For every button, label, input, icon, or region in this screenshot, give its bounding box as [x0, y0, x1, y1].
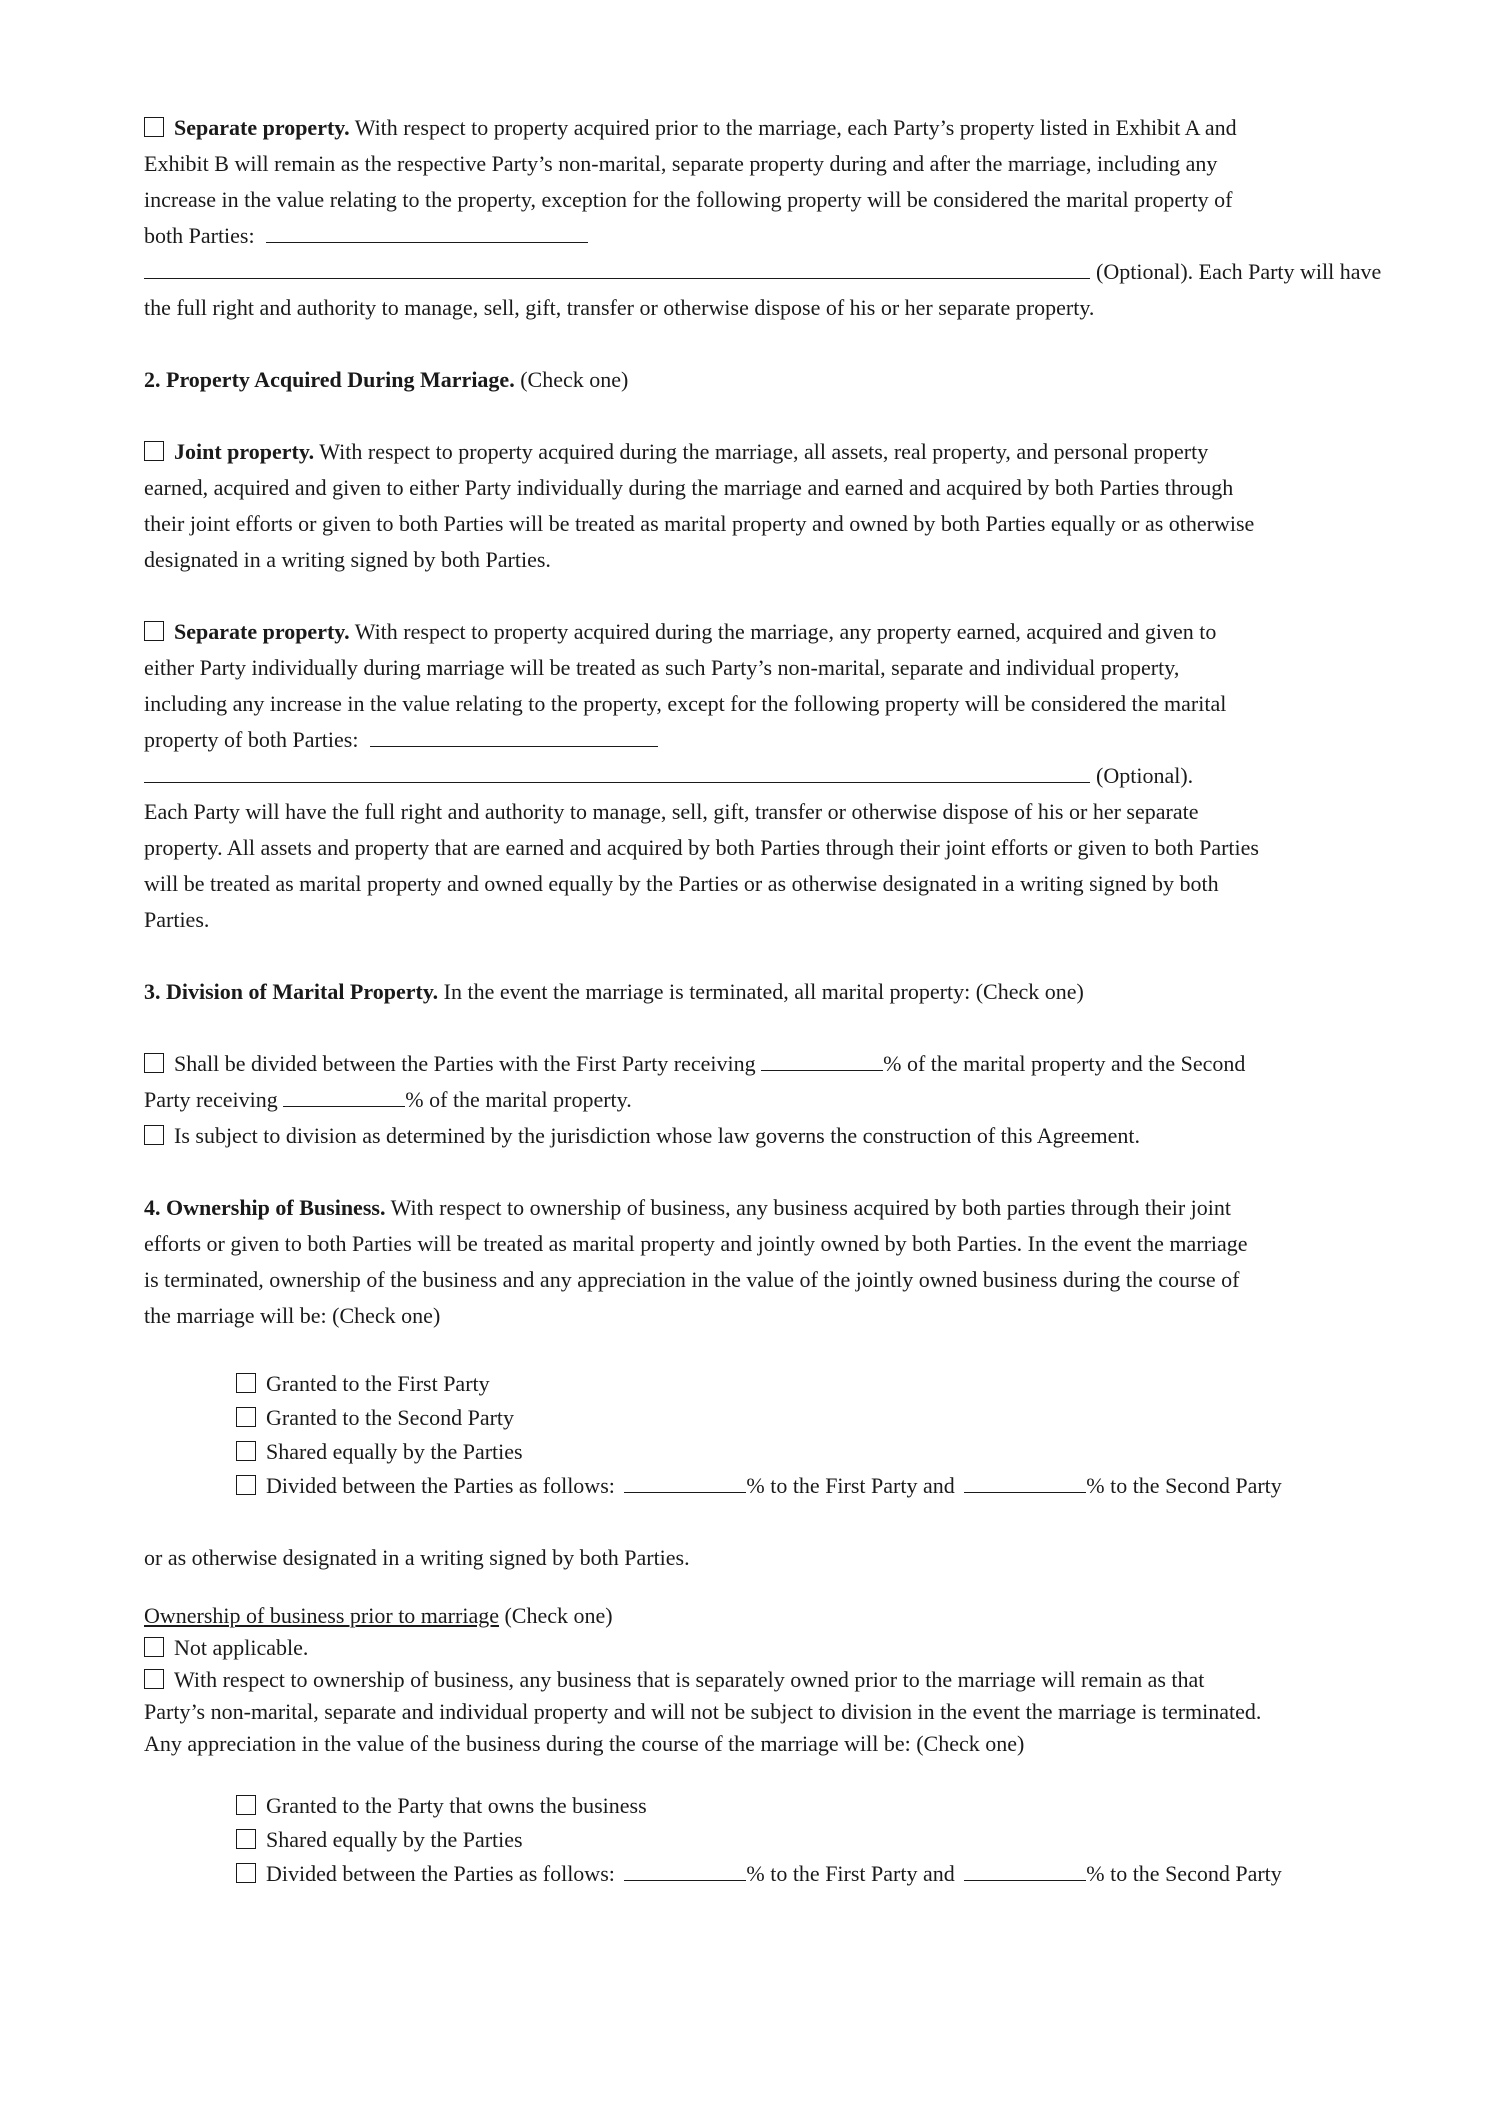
s2-separate-line-4: property of both Parties: — [144, 728, 1424, 752]
s2-joint-heading: Joint property. — [174, 439, 315, 464]
s3-option-1-checkbox[interactable] — [144, 1053, 164, 1073]
s4-after-text: or as otherwise designated in a writing signed by both Parties. — [144, 1545, 690, 1570]
s4-option-2: Granted to the Second Party — [236, 1406, 1488, 1430]
s3-heading: 3. Division of Marital Property. — [144, 979, 439, 1004]
s4-prior-option-3-checkbox[interactable] — [236, 1863, 256, 1883]
s4-prior-line-2: Party’s non-marital, separate and individual property and will not be subject to division in the event the marriage is terminated. — [144, 1699, 1262, 1724]
s4-line-3: is terminated, ownership of the business and any appreciation in the value of the jointly owned business during the course of — [144, 1267, 1240, 1292]
s2-exception-blank-1[interactable] — [370, 728, 658, 747]
s4-option-4: Divided between the Parties as follows: % to the First Party and % to the Second Party — [236, 1474, 1488, 1498]
s4-option-3: Shared equally by the Parties — [236, 1440, 1488, 1464]
s3-first-party-percent-blank[interactable] — [761, 1052, 883, 1071]
s4-prior-heading-line: Ownership of business prior to marriage (Check one) — [144, 1603, 613, 1628]
s2-separate-line-1: Separate property. With respect to property acquired during the marriage, any property earned, acquired and given to — [144, 620, 1424, 644]
s4-prior-second-party-percent-blank[interactable] — [964, 1862, 1086, 1881]
s4-option-1-checkbox[interactable] — [236, 1373, 256, 1393]
s1-separate-line-3: increase in the value relating to the property, exception for the following property will be considered the marital property of — [144, 187, 1233, 212]
s1-separate-line-4: both Parties: — [144, 224, 1424, 248]
s1-separate-checkbox[interactable] — [144, 117, 164, 137]
s2-joint-checkbox[interactable] — [144, 441, 164, 461]
s1-exception-blank-2[interactable] — [144, 260, 1090, 279]
s2-heading: 2. Property Acquired During Marriage. — [144, 367, 515, 392]
s4-prior-line-1: With respect to ownership of business, any business that is separately owned prior to the marriage will remain as that — [144, 1668, 1424, 1692]
s4-first-party-percent-blank[interactable] — [624, 1474, 746, 1493]
s4-prior-option-1: Granted to the Party that owns the business — [236, 1794, 1488, 1818]
s2-joint-line-4: designated in a writing signed by both Parties. — [144, 547, 551, 572]
s2-separate-line-6: Each Party will have the full right and authority to manage, sell, gift, transfer or otherwise dispose of his or her separate — [144, 799, 1199, 824]
s4-prior-option-2-checkbox[interactable] — [236, 1829, 256, 1849]
s4-prior-first-party-percent-blank[interactable] — [624, 1862, 746, 1881]
s1-separate-line-2: Exhibit B will remain as the respective Party’s non-marital, separate property during and after the marriage, including any — [144, 151, 1218, 176]
s4-option-3-checkbox[interactable] — [236, 1441, 256, 1461]
s2-separate-line-7: property. All assets and property that are earned and acquired by both Parties through their joint efforts or given to both Parties — [144, 835, 1259, 860]
s4-prior-na-checkbox[interactable] — [144, 1637, 164, 1657]
s2-separate-line-5: (Optional). — [144, 764, 1424, 790]
s2-separate-checkbox[interactable] — [144, 621, 164, 641]
s4-prior-option-1-checkbox[interactable] — [236, 1795, 256, 1815]
s4-prior-option-3: Divided between the Parties as follows: % to the First Party and % to the Second Party — [236, 1862, 1488, 1886]
s2-separate-line-2: either Party individually during marriage will be treated as such Party’s non-marital, separate and individual property, — [144, 655, 1180, 680]
s1-separate-heading: Separate property. — [174, 115, 350, 140]
s2-exception-blank-2[interactable] — [144, 764, 1090, 783]
s2-joint-line-3: their joint efforts or given to both Parties will be treated as marital property and owned by both Parties equally or as otherwise — [144, 511, 1255, 536]
s4-prior-not-applicable: Not applicable. — [144, 1636, 1424, 1660]
s2-separate-line-9: Parties. — [144, 907, 210, 932]
s4-line-4: the marriage will be: (Check one) — [144, 1303, 441, 1328]
s2-joint-line-1: Joint property. With respect to property acquired during the marriage, all assets, real property, and personal property — [144, 440, 1424, 464]
s3-option-1-line-1: Shall be divided between the Parties with the First Party receiving % of the marital property and the Second — [144, 1052, 1424, 1076]
s4-prior-separate-checkbox[interactable] — [144, 1669, 164, 1689]
s4-option-1: Granted to the First Party — [236, 1372, 1488, 1396]
s4-prior-line-3: Any appreciation in the value of the business during the course of the marriage will be: (Check one) — [144, 1731, 1025, 1756]
s1-exception-blank-1[interactable] — [266, 224, 588, 243]
s4-prior-heading: Ownership of business prior to marriage — [144, 1603, 499, 1628]
s3-option-1-line-2: Party receiving % of the marital property. — [144, 1087, 632, 1112]
s2-separate-line-3: including any increase in the value relating to the property, except for the following property will be considered the marital — [144, 691, 1227, 716]
s4-second-party-percent-blank[interactable] — [964, 1474, 1086, 1493]
s4-option-4-checkbox[interactable] — [236, 1475, 256, 1495]
s4-option-2-checkbox[interactable] — [236, 1407, 256, 1427]
s2-separate-line-8: will be treated as marital property and owned equally by the Parties or as otherwise designated in a writing signed by both — [144, 871, 1219, 896]
s2-joint-line-2: earned, acquired and given to either Party individually during the marriage and earned and acquired by both Parties through — [144, 475, 1234, 500]
s4-prior-option-2: Shared equally by the Parties — [236, 1828, 1488, 1852]
s3-heading-line: 3. Division of Marital Property. In the event the marriage is terminated, all marital property: (Check one) — [144, 979, 1084, 1004]
s2-heading-line: 2. Property Acquired During Marriage. (Check one) — [144, 367, 629, 392]
s2-separate-heading: Separate property. — [174, 619, 350, 644]
s1-separate-line-6: the full right and authority to manage, sell, gift, transfer or otherwise dispose of his or her separate property. — [144, 295, 1095, 320]
s4-line-2: efforts or given to both Parties will be treated as marital property and jointly owned by both Parties. In the event the marriage — [144, 1231, 1248, 1256]
s4-line-1: 4. Ownership of Business. With respect to ownership of business, any business acquired by both parties through their joint — [144, 1195, 1232, 1220]
s1-separate-line-5: (Optional). Each Party will have — [144, 260, 1424, 286]
s3-second-party-percent-blank[interactable] — [283, 1088, 405, 1107]
s3-option-2-line: Is subject to division as determined by the jurisdiction whose law governs the construction of this Agreement. — [144, 1124, 1424, 1148]
s1-separate-line-1: Separate property. With respect to property acquired prior to the marriage, each Party’s property listed in Exhibit A and — [144, 116, 1424, 140]
s4-heading: 4. Ownership of Business. — [144, 1195, 386, 1220]
s3-option-2-checkbox[interactable] — [144, 1125, 164, 1145]
